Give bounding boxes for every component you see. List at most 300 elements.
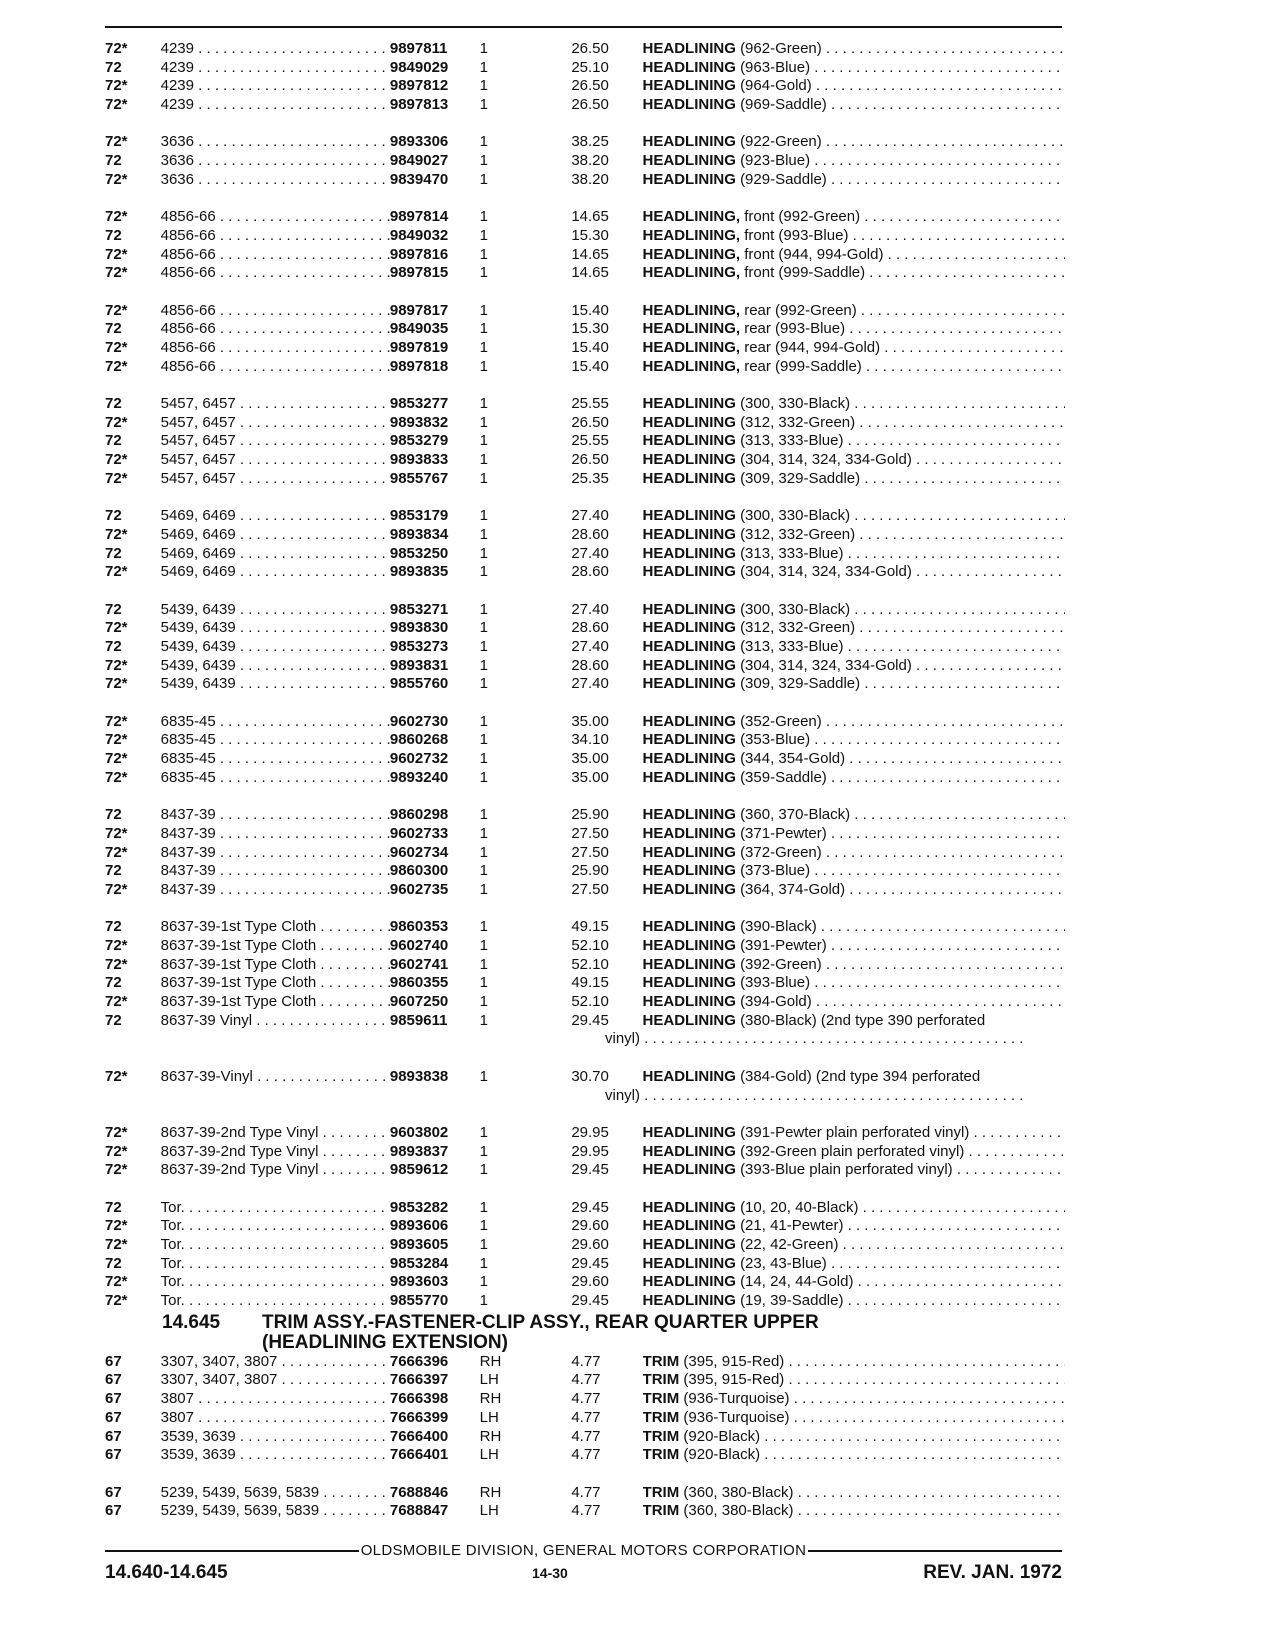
model-cell: 6835-45 . . .: [161, 713, 390, 732]
year-cell: 72*: [105, 170, 128, 188]
description-cell: [643, 451, 1065, 470]
year-cell: 72*: [105, 750, 128, 768]
description-cell: [643, 1446, 1065, 1465]
model-cell: 4239 . . .: [161, 77, 390, 96]
table-row: [105, 1012, 1065, 1031]
table-row: [105, 545, 1065, 564]
group-gap: [105, 115, 1065, 134]
description-keyword: HEADLINING: [642, 880, 736, 898]
group-gap: [105, 900, 1065, 919]
table-row: [105, 1446, 1065, 1465]
part-number-cell: 9859611: [389, 1011, 448, 1029]
description-detail: (23, 43-Blue): [740, 1254, 827, 1272]
part-number-cell: 9893606: [389, 1217, 449, 1235]
table-row: [105, 563, 1065, 582]
description-keyword: HEADLINING: [642, 1067, 736, 1085]
quantity-cell: 1: [479, 395, 488, 413]
model-cell: 3807 . . .: [161, 1390, 390, 1409]
table-row: [105, 844, 1065, 863]
table-row: [105, 470, 1065, 489]
model-cell: 8637-39-1st Type Cloth . . . .: [161, 937, 390, 956]
year-cell: 72*: [105, 1217, 128, 1235]
year-cell: 72: [105, 974, 122, 992]
year-cell: 72: [105, 152, 122, 170]
model-cell: 5239, 5439, 5639, 5839 . . .: [161, 1484, 390, 1503]
description-detail: (920-Black): [683, 1427, 761, 1445]
price-cell: 25.55: [571, 432, 609, 450]
model-cell: 3307, 3407, 3807 . . .: [161, 1353, 390, 1372]
quantity-cell: 1: [479, 96, 488, 114]
description-detail: (936-Turquoise): [683, 1390, 790, 1408]
model-cell: 5439, 6439 . . .: [161, 601, 390, 620]
quantity-cell: RH: [479, 1390, 502, 1408]
price-cell: 38.20: [571, 170, 609, 188]
quantity-cell: 1: [479, 974, 488, 992]
table-row: [105, 675, 1065, 694]
description-detail: (371-Pewter): [740, 824, 827, 842]
year-cell: 67: [105, 1446, 122, 1464]
part-number-cell: 9893833: [389, 451, 449, 469]
price-cell: 29.60: [571, 1217, 609, 1235]
description-keyword: HEADLINING: [642, 1011, 736, 1029]
table-row: [105, 1292, 1065, 1311]
description-cell: [643, 1217, 1065, 1236]
table-row: [105, 1068, 1065, 1087]
price-cell: 26.50: [571, 40, 609, 57]
description-cell: [643, 993, 1065, 1012]
table-row: [105, 825, 1065, 844]
part-number-cell: 9893306: [389, 133, 449, 151]
quantity-cell: 1: [479, 245, 488, 263]
description-detail: (392-Green): [740, 955, 822, 973]
price-cell: 38.25: [571, 133, 609, 151]
description-keyword: HEADLINING: [642, 843, 736, 861]
price-cell: 25.55: [571, 395, 609, 413]
price-cell: 25.10: [571, 58, 609, 76]
table-row: [105, 1199, 1065, 1218]
model-cell: 5457, 6457 . . .: [161, 470, 390, 489]
quantity-cell: 1: [479, 1198, 488, 1216]
quantity-cell: 1: [479, 824, 488, 842]
description-cell: [643, 1236, 1065, 1255]
table-row: [105, 1428, 1065, 1447]
year-cell: 72*: [105, 301, 128, 319]
description-detail: (360, 380-Black): [683, 1483, 794, 1501]
year-cell: 72*: [105, 77, 128, 95]
quantity-cell: 1: [479, 208, 488, 226]
model-cell: 3307, 3407, 3807 . . .: [161, 1371, 390, 1390]
year-cell: 72: [105, 226, 122, 244]
part-number-cell: 9853273: [389, 638, 449, 655]
model-cell: Tor. . . .: [161, 1236, 390, 1255]
part-number-cell: 9859612: [389, 1161, 449, 1179]
quantity-cell: 1: [479, 955, 488, 973]
description-keyword: HEADLINING: [642, 750, 736, 768]
part-number-cell: 7688846: [389, 1483, 449, 1501]
model-cell: Tor. . . .: [161, 1292, 390, 1311]
group-gap: [105, 283, 1065, 302]
group-gap: [105, 582, 1065, 601]
table-row: [105, 731, 1065, 750]
description-keyword: HEADLINING,: [642, 226, 741, 244]
quantity-cell: 1: [479, 656, 488, 674]
description-keyword: HEADLINING,: [642, 245, 741, 263]
description-cell: [643, 208, 1065, 227]
description-detail: (394-Gold): [740, 993, 812, 1011]
table-row: [105, 208, 1065, 227]
description-keyword: HEADLINING: [642, 731, 736, 749]
part-number-cell: 9897816: [389, 245, 449, 263]
table-row: [105, 638, 1065, 657]
description-detail: (929-Saddle): [740, 170, 827, 188]
part-number-cell: 9893605: [389, 1236, 449, 1253]
quantity-cell: 1: [479, 320, 488, 338]
description-detail: (352-Green): [740, 712, 822, 730]
price-cell: 35.00: [571, 768, 609, 786]
part-number-cell: 9853284: [389, 1254, 449, 1272]
price-cell: 26.50: [571, 451, 609, 469]
description-keyword: HEADLINING: [642, 1217, 736, 1235]
description-detail: (313, 333-Blue): [740, 638, 844, 655]
model-cell: 3539, 3639 . . .: [161, 1428, 390, 1447]
part-number-cell: 7666401: [389, 1446, 449, 1464]
description-detail: (19, 39-Saddle): [740, 1292, 844, 1310]
footer-revision: REV. JAN. 1972: [923, 1562, 1062, 1583]
description-detail: (304, 314, 324, 334-Gold): [740, 656, 912, 674]
price-cell: 4.77: [571, 1502, 601, 1520]
quantity-cell: 1: [479, 469, 488, 487]
description-cell: [643, 152, 1065, 171]
model-cell: 8637-39-1st Type Cloth . . . .: [161, 993, 390, 1012]
year-cell: 72*: [105, 357, 128, 375]
model-cell: 4856-66 . . .: [161, 339, 390, 358]
description-detail: (300, 330-Black): [740, 395, 851, 413]
price-cell: 29.45: [571, 1292, 609, 1310]
part-number-cell: 9855770: [389, 1292, 449, 1310]
part-number-cell: 7666397: [389, 1371, 449, 1389]
description-detail: (380-Black) (2nd type 390 perforated: [740, 1011, 986, 1029]
table-row: [105, 1484, 1065, 1503]
year-cell: 72*: [105, 1273, 128, 1291]
year-cell: 72*: [105, 563, 128, 581]
model-cell: 4856-66 . . .: [161, 302, 390, 321]
table-row-continuation: [105, 1030, 1065, 1049]
table-row: [105, 956, 1065, 975]
year-cell: 72: [105, 320, 122, 338]
quantity-cell: LH: [479, 1371, 499, 1389]
description-cell: [643, 133, 1065, 152]
model-cell: 8437-39 . . .: [161, 825, 390, 844]
table-row: [105, 59, 1065, 78]
price-cell: 29.95: [571, 1123, 609, 1141]
table-row: [105, 862, 1065, 881]
quantity-cell: 1: [479, 1236, 488, 1253]
quantity-cell: 1: [479, 133, 488, 151]
description-keyword: HEADLINING: [642, 525, 736, 543]
description-cell: [643, 638, 1065, 657]
year-cell: 72: [105, 806, 122, 824]
year-cell: 72*: [105, 731, 128, 749]
description-continuation: vinyl) . . .: [589, 1030, 1022, 1049]
quantity-cell: 1: [479, 451, 488, 469]
description-cell: [643, 40, 1065, 59]
description-keyword: HEADLINING: [642, 638, 736, 655]
description-cell: [643, 1068, 1065, 1087]
price-cell: 14.65: [571, 264, 609, 282]
model-cell: 4856-66 . . .: [161, 358, 390, 377]
part-number-cell: 9897817: [389, 301, 449, 319]
table-row: [105, 713, 1065, 732]
quantity-cell: 1: [479, 525, 488, 543]
year-cell: 72: [105, 1198, 122, 1216]
year-cell: 72: [105, 507, 122, 525]
price-cell: 35.00: [571, 750, 609, 768]
model-cell: 3636 . . .: [161, 152, 390, 171]
description-keyword: HEADLINING: [642, 824, 736, 842]
part-number-cell: 9853279: [389, 432, 449, 450]
description-cell: [643, 526, 1065, 545]
description-cell: [643, 1409, 1065, 1428]
part-number-cell: 9607250: [389, 993, 449, 1011]
model-cell: Tor. . . .: [161, 1217, 390, 1236]
year-cell: 72: [105, 862, 122, 880]
year-cell: 72*: [105, 993, 128, 1011]
description-keyword: HEADLINING: [642, 1292, 736, 1310]
description-continuation: vinyl) . . .: [589, 1087, 1022, 1106]
description-detail: (372-Green): [740, 843, 822, 861]
quantity-cell: 1: [479, 264, 488, 282]
description-cell: [643, 414, 1065, 433]
description-cell: [643, 1484, 1065, 1503]
description-keyword: HEADLINING: [642, 1161, 736, 1179]
year-cell: 72*: [105, 469, 128, 487]
description-keyword: HEADLINING: [642, 806, 736, 824]
description-detail: (969-Saddle): [740, 96, 827, 114]
quantity-cell: 1: [479, 1273, 488, 1291]
part-number-cell: 9603802: [389, 1123, 449, 1141]
table-row: [105, 358, 1065, 377]
price-cell: 29.45: [571, 1161, 609, 1179]
price-cell: 27.40: [571, 544, 609, 562]
year-cell: 67: [105, 1371, 122, 1389]
description-detail: (393-Blue plain perforated vinyl): [740, 1161, 953, 1179]
model-cell: 3539, 3639 . . .: [161, 1446, 390, 1465]
year-cell: 72*: [105, 1067, 128, 1085]
table-row: [105, 526, 1065, 545]
description-cell: [643, 1143, 1065, 1162]
quantity-cell: 1: [479, 750, 488, 768]
quantity-cell: 1: [479, 357, 488, 375]
table-row: [105, 152, 1065, 171]
year-cell: 72*: [105, 1236, 128, 1253]
table-row-continuation: [105, 1087, 1065, 1106]
model-cell: 4856-66 . . .: [161, 227, 390, 246]
quantity-cell: 1: [479, 638, 488, 655]
price-cell: 29.45: [571, 1254, 609, 1272]
model-cell: 3636 . . .: [161, 133, 390, 152]
quantity-cell: 1: [479, 339, 488, 356]
description-keyword: HEADLINING: [642, 507, 736, 525]
description-detail: (962-Green): [740, 40, 822, 57]
price-cell: 29.60: [571, 1236, 609, 1253]
part-number-cell: 9853179: [389, 507, 449, 525]
table-row: [105, 1236, 1065, 1255]
description-keyword: HEADLINING: [642, 712, 736, 730]
price-cell: 35.00: [571, 712, 609, 730]
price-cell: 25.90: [571, 862, 609, 880]
description-keyword: HEADLINING: [642, 656, 736, 674]
price-cell: 27.40: [571, 675, 609, 693]
price-cell: 52.10: [571, 955, 609, 973]
description-keyword: HEADLINING: [642, 937, 736, 954]
description-keyword: HEADLINING: [642, 96, 736, 114]
description-keyword: HEADLINING: [642, 768, 736, 786]
part-number-cell: 9849027: [389, 152, 449, 170]
table-row: [105, 806, 1065, 825]
description-detail: (920-Black): [683, 1446, 761, 1464]
model-cell: 5469, 6469 . . .: [161, 507, 390, 526]
year-cell: 72: [105, 600, 122, 618]
part-number-cell: 9602740: [389, 937, 449, 954]
year-cell: 72: [105, 638, 122, 655]
quantity-cell: RH: [479, 1352, 502, 1370]
year-cell: 72: [105, 58, 122, 76]
description-cell: [643, 171, 1065, 190]
description-keyword: HEADLINING: [642, 451, 736, 469]
year-cell: 72: [105, 918, 122, 936]
year-cell: 72*: [105, 937, 128, 954]
description-detail: (14, 24, 44-Gold): [740, 1273, 854, 1291]
quantity-cell: 1: [479, 1161, 488, 1179]
table-row: [105, 227, 1065, 246]
price-cell: 30.70: [571, 1067, 609, 1085]
model-cell: 8637-39-Vinyl . . .: [161, 1068, 390, 1087]
description-cell: [643, 470, 1065, 489]
description-detail: front (999-Saddle): [744, 264, 866, 282]
description-cell: [643, 806, 1065, 825]
description-keyword: TRIM: [642, 1371, 680, 1389]
model-cell: 8637-39-2nd Type Vinyl . . . .: [161, 1143, 390, 1162]
description-detail: rear (993-Blue): [744, 320, 846, 338]
year-cell: 72*: [105, 880, 128, 898]
quantity-cell: 1: [479, 843, 488, 861]
year-cell: 72*: [105, 843, 128, 861]
parts-list: [105, 40, 1065, 1521]
table-row: [105, 1273, 1065, 1292]
year-cell: 72: [105, 1011, 122, 1029]
description-keyword: HEADLINING: [642, 1254, 736, 1272]
description-detail: rear (944, 994-Gold): [744, 339, 881, 356]
price-cell: 29.95: [571, 1142, 609, 1160]
part-number-cell: 9602732: [389, 750, 449, 768]
year-cell: 72*: [105, 245, 128, 263]
description-detail: (312, 332-Green): [740, 413, 856, 431]
table-row: [105, 40, 1065, 59]
year-cell: 72*: [105, 619, 128, 637]
price-cell: 26.50: [571, 96, 609, 114]
description-cell: [643, 1292, 1065, 1311]
year-cell: 72*: [105, 768, 128, 786]
price-cell: 29.45: [571, 1198, 609, 1216]
table-row: [105, 302, 1065, 321]
group-gap: [105, 489, 1065, 508]
group-gap: [105, 1049, 1065, 1068]
quantity-cell: 1: [479, 937, 488, 954]
model-cell: 8637-39-1st Type Cloth . . . .: [161, 956, 390, 975]
description-detail: (391-Pewter plain perforated vinyl): [740, 1123, 970, 1141]
description-detail: (384-Gold) (2nd type 394 perforated: [740, 1067, 981, 1085]
description-keyword: HEADLINING: [642, 432, 736, 450]
description-detail: (963-Blue): [740, 58, 811, 76]
description-detail: (364, 374-Gold): [740, 880, 846, 898]
quantity-cell: 1: [479, 918, 488, 936]
year-cell: 72*: [105, 264, 128, 282]
footer-rule-left: [105, 1550, 359, 1552]
part-number-cell: 9602734: [389, 843, 449, 861]
table-row: [105, 769, 1065, 788]
part-number-cell: 9853282: [389, 1198, 449, 1216]
price-cell: 27.40: [571, 507, 609, 525]
description-cell: [643, 862, 1065, 881]
description-keyword: HEADLINING: [642, 1236, 736, 1253]
model-cell: 5457, 6457 . . .: [161, 414, 390, 433]
model-cell: 4856-66 . . .: [161, 264, 390, 283]
year-cell: 72*: [105, 824, 128, 842]
footer-rule: [105, 1542, 1062, 1559]
description-keyword: HEADLINING: [642, 133, 736, 151]
quantity-cell: LH: [479, 1502, 499, 1520]
table-row: [105, 750, 1065, 769]
part-number-cell: 9855767: [389, 469, 449, 487]
model-cell: 4856-66 . . .: [161, 208, 390, 227]
description-keyword: HEADLINING: [642, 955, 736, 973]
model-cell: 5457, 6457 . . .: [161, 395, 390, 414]
part-number-cell: 7666400: [389, 1427, 449, 1445]
description-cell: [643, 302, 1065, 321]
quantity-cell: 1: [479, 77, 488, 95]
year-cell: 72*: [105, 133, 128, 151]
part-number-cell: 9860353: [389, 918, 449, 936]
table-row: [105, 918, 1065, 937]
table-row: [105, 1255, 1065, 1274]
part-number-cell: 9853250: [389, 544, 449, 562]
description-detail: (359-Saddle): [740, 768, 827, 786]
quantity-cell: LH: [479, 1408, 499, 1426]
description-detail: (360, 370-Black): [740, 806, 851, 824]
table-row: [105, 264, 1065, 283]
table-row: [105, 246, 1065, 265]
description-detail: (312, 332-Green): [740, 525, 856, 543]
description-detail: (392-Green plain perforated vinyl): [740, 1142, 965, 1160]
part-number-cell: 9893838: [389, 1067, 449, 1085]
model-cell: 5469, 6469 . . .: [161, 563, 390, 582]
model-cell: 5469, 6469 . . .: [161, 545, 390, 564]
section-heading: [105, 1313, 1065, 1353]
description-cell: [643, 1161, 1065, 1180]
group-gap: [105, 1105, 1065, 1124]
quantity-cell: 1: [479, 600, 488, 618]
model-cell: 5457, 6457 . . .: [161, 432, 390, 451]
description-cell: [643, 1012, 1065, 1031]
description-cell: [643, 1273, 1065, 1292]
price-cell: 15.40: [571, 339, 609, 356]
part-number-cell: 9602733: [389, 824, 449, 842]
price-cell: 34.10: [571, 731, 609, 749]
year-cell: 67: [105, 1390, 122, 1408]
description-detail: (313, 333-Blue): [740, 544, 844, 562]
description-keyword: HEADLINING: [642, 40, 736, 57]
year-cell: 67: [105, 1483, 122, 1501]
